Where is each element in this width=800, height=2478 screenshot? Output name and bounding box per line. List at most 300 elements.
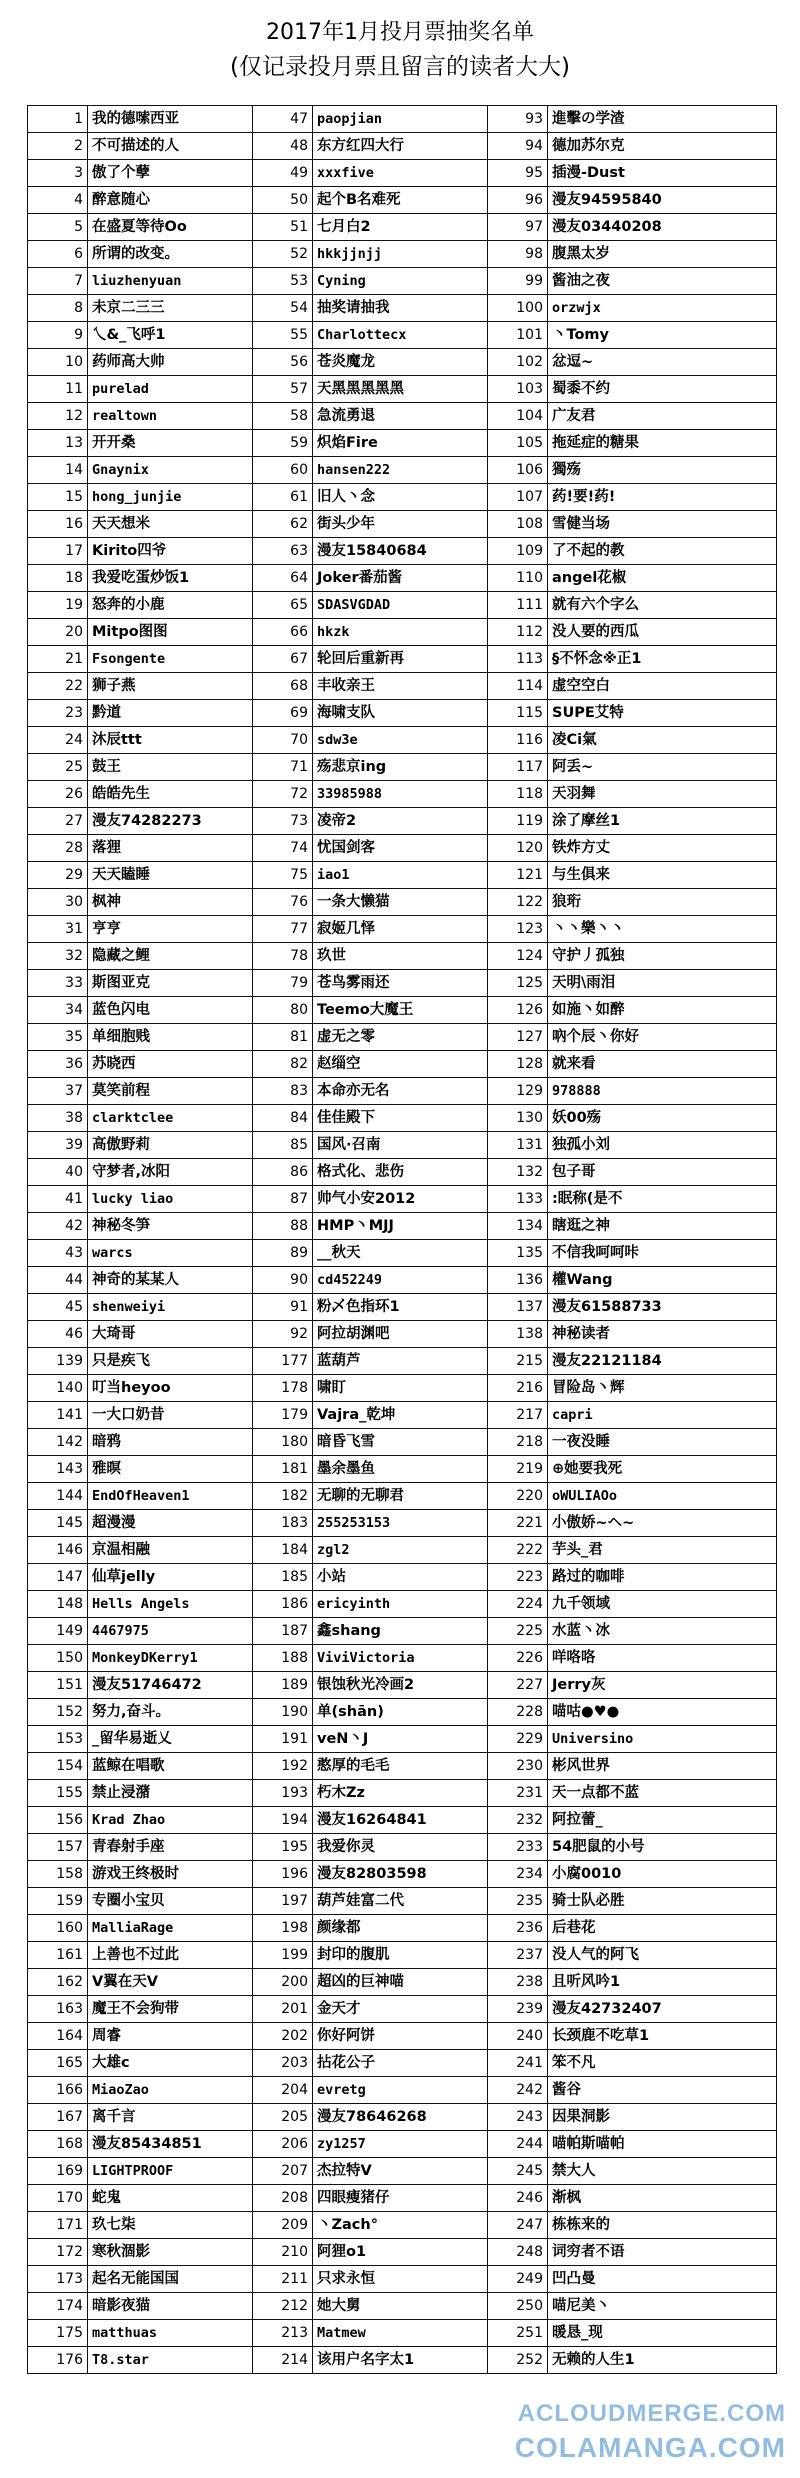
table-row	[28, 2347, 777, 2374]
entry-number: 159	[28, 1888, 88, 1915]
table-row	[28, 349, 777, 376]
entry-number: 151	[28, 1672, 88, 1699]
entry-number: 218	[488, 1429, 548, 1456]
reader-name: 只是疾飞	[88, 1348, 253, 1375]
reader-name: oWULIAOo	[548, 1483, 777, 1510]
entry-number: 248	[488, 2239, 548, 2266]
reader-name: 我爱吃蛋炒饭1	[88, 565, 253, 592]
entry-number: 160	[28, 1915, 88, 1942]
table-row	[28, 511, 777, 538]
reader-name: 不信我呵呵咔	[548, 1240, 777, 1267]
reader-name: 水蓝丶冰	[548, 1618, 777, 1645]
entry-number: 142	[28, 1429, 88, 1456]
reader-name: 就有六个字么	[548, 592, 777, 619]
reader-name: 我爱你灵	[313, 1834, 488, 1861]
reader-name: EndOfHeaven1	[88, 1483, 253, 1510]
reader-name: purelad	[88, 376, 253, 403]
entry-number: 250	[488, 2293, 548, 2320]
reader-name: 没人要的西瓜	[548, 619, 777, 646]
reader-name: 冒险岛丶辉	[548, 1375, 777, 1402]
entry-number: 30	[28, 889, 88, 916]
reader-name: Charlottecx	[313, 322, 488, 349]
entry-number: 130	[488, 1105, 548, 1132]
reader-name: 暗鸦	[88, 1429, 253, 1456]
reader-name: 广友君	[548, 403, 777, 430]
reader-name: 无聊的无聊君	[313, 1483, 488, 1510]
entry-number: 47	[253, 106, 313, 133]
reader-name: 包子哥	[548, 1159, 777, 1186]
entry-number: 21	[28, 646, 88, 673]
reader-name: 高傲野莉	[88, 1132, 253, 1159]
reader-name: 因果洞影	[548, 2104, 777, 2131]
reader-name: lucky liao	[88, 1186, 253, 1213]
entry-number: 107	[488, 484, 548, 511]
reader-name: Mitpo图图	[88, 619, 253, 646]
entry-number: 120	[488, 835, 548, 862]
entry-number: 129	[488, 1078, 548, 1105]
reader-name: 978888	[548, 1078, 777, 1105]
reader-name: Kirito四爷	[88, 538, 253, 565]
reader-name: 德加苏尔克	[548, 133, 777, 160]
entry-number: 118	[488, 781, 548, 808]
entry-number: 225	[488, 1618, 548, 1645]
entry-number: 7	[28, 268, 88, 295]
entry-number: 133	[488, 1186, 548, 1213]
table-row	[28, 1861, 777, 1888]
reader-name: 京温相融	[88, 1537, 253, 1564]
entry-number: 93	[488, 106, 548, 133]
reader-name: MalliaRage	[88, 1915, 253, 1942]
entry-number: 50	[253, 187, 313, 214]
entry-number: 48	[253, 133, 313, 160]
table-row	[28, 2239, 777, 2266]
entry-number: 232	[488, 1807, 548, 1834]
reader-name: 本命亦无名	[313, 1078, 488, 1105]
reader-name: 漫友03440208	[548, 214, 777, 241]
reader-name: 大雄c	[88, 2050, 253, 2077]
reader-name: 酱油之夜	[548, 268, 777, 295]
reader-name: Cyning	[313, 268, 488, 295]
reader-name: clarktclee	[88, 1105, 253, 1132]
reader-name: ericyinth	[313, 1591, 488, 1618]
reader-name: 插漫-Dust	[548, 160, 777, 187]
reader-name: 银蚀秋光冷画2	[313, 1672, 488, 1699]
entry-number: 169	[28, 2158, 88, 2185]
table-row	[28, 997, 777, 1024]
watermark-top: ACLOUDMERGE.COM	[517, 2400, 786, 2427]
entry-number: 187	[253, 1618, 313, 1645]
reader-name: hkkjjnjj	[313, 241, 488, 268]
reader-name: zy1257	[313, 2131, 488, 2158]
reader-name: zgl2	[313, 1537, 488, 1564]
entry-number: 148	[28, 1591, 88, 1618]
entry-number: 25	[28, 754, 88, 781]
reader-name: 超漫漫	[88, 1510, 253, 1537]
table-row	[28, 2023, 777, 2050]
reader-name: 醉意随心	[88, 187, 253, 214]
entry-number: 61	[253, 484, 313, 511]
entry-number: 211	[253, 2266, 313, 2293]
reader-name: 七月白2	[313, 214, 488, 241]
reader-name: 且听风吟1	[548, 1969, 777, 1996]
reader-name: 颜缘都	[313, 1915, 488, 1942]
entry-number: 249	[488, 2266, 548, 2293]
reader-name: 小傲娇~ヘ~	[548, 1510, 777, 1537]
reader-name: 路过的咖啡	[548, 1564, 777, 1591]
entry-number: 123	[488, 916, 548, 943]
entry-number: 105	[488, 430, 548, 457]
entry-number: 39	[28, 1132, 88, 1159]
reader-name: 凌Ci氣	[548, 727, 777, 754]
reader-name: 33985988	[313, 781, 488, 808]
reader-name: 狼珩	[548, 889, 777, 916]
entry-number: 60	[253, 457, 313, 484]
reader-name: MiaoZao	[88, 2077, 253, 2104]
reader-name: 后巷花	[548, 1915, 777, 1942]
reader-name: 超凶的巨神喵	[313, 1969, 488, 1996]
entry-number: 46	[28, 1321, 88, 1348]
table-row	[28, 133, 777, 160]
entry-number: 245	[488, 2158, 548, 2185]
table-row	[28, 1456, 777, 1483]
entry-number: 43	[28, 1240, 88, 1267]
table-row	[28, 889, 777, 916]
entry-number: 33	[28, 970, 88, 997]
reader-name: matthuas	[88, 2320, 253, 2347]
reader-name: 漫友78646268	[313, 2104, 488, 2131]
reader-name: 封印的腹肌	[313, 1942, 488, 1969]
reader-name: 腹黑太岁	[548, 241, 777, 268]
entry-number: 75	[253, 862, 313, 889]
entry-number: 131	[488, 1132, 548, 1159]
reader-name: 天明\雨泪	[548, 970, 777, 997]
table-row	[28, 1591, 777, 1618]
reader-name: 漫友82803598	[313, 1861, 488, 1888]
entry-number: 35	[28, 1024, 88, 1051]
entry-number: 65	[253, 592, 313, 619]
entry-number: 182	[253, 1483, 313, 1510]
entry-number: 11	[28, 376, 88, 403]
reader-name: SDASVGDAD	[313, 592, 488, 619]
reader-name: 喵咕●♥●	[548, 1699, 777, 1726]
reader-name: 仙草jelly	[88, 1564, 253, 1591]
entry-number: 186	[253, 1591, 313, 1618]
table-row	[28, 1726, 777, 1753]
entry-number: 183	[253, 1510, 313, 1537]
entry-number: 2	[28, 133, 88, 160]
reader-name: 该用户名字太1	[313, 2347, 488, 2374]
reader-name: 守护丿孤独	[548, 943, 777, 970]
reader-name: 漫友22121184	[548, 1348, 777, 1375]
entry-number: 170	[28, 2185, 88, 2212]
entry-number: 174	[28, 2293, 88, 2320]
reader-name: 所谓的改变。	[88, 241, 253, 268]
entry-number: 134	[488, 1213, 548, 1240]
reader-name: 渐枫	[548, 2185, 777, 2212]
entry-number: 26	[28, 781, 88, 808]
table-row	[28, 2266, 777, 2293]
table-row	[28, 1267, 777, 1294]
entry-number: 193	[253, 1780, 313, 1807]
entry-number: 38	[28, 1105, 88, 1132]
table-row	[28, 565, 777, 592]
entry-number: 251	[488, 2320, 548, 2347]
reader-name: evretg	[313, 2077, 488, 2104]
table-row	[28, 1537, 777, 1564]
table-row	[28, 457, 777, 484]
entry-number: 161	[28, 1942, 88, 1969]
reader-name: 魔王不会狗带	[88, 1996, 253, 2023]
reader-name: 蓝色闪电	[88, 997, 253, 1024]
entry-number: 71	[253, 754, 313, 781]
table-row	[28, 1159, 777, 1186]
reader-name: Jerry灰	[548, 1672, 777, 1699]
entry-number: 234	[488, 1861, 548, 1888]
reader-name: 佳佳殿下	[313, 1105, 488, 1132]
entry-number: 88	[253, 1213, 313, 1240]
table-row	[28, 268, 777, 295]
table-row	[28, 1942, 777, 1969]
reader-name: 药师高大帅	[88, 349, 253, 376]
entry-number: 104	[488, 403, 548, 430]
entry-number: 109	[488, 538, 548, 565]
reader-name: 芋头_君	[548, 1537, 777, 1564]
entry-number: 114	[488, 673, 548, 700]
entry-number: 63	[253, 538, 313, 565]
reader-name: paopjian	[313, 106, 488, 133]
table-row	[28, 2158, 777, 2185]
reader-name: 赵缁空	[313, 1051, 488, 1078]
reader-name: shenweiyi	[88, 1294, 253, 1321]
reader-name: 墨余墨鱼	[313, 1456, 488, 1483]
reader-name: capri	[548, 1402, 777, 1429]
reader-name: 玖七柒	[88, 2212, 253, 2239]
entry-number: 242	[488, 2077, 548, 2104]
table-row	[28, 1078, 777, 1105]
reader-name: 丶Zach°	[313, 2212, 488, 2239]
table-row	[28, 1780, 777, 1807]
table-row	[28, 916, 777, 943]
entry-number: 117	[488, 754, 548, 781]
reader-name: 栋栋来的	[548, 2212, 777, 2239]
entry-number: 212	[253, 2293, 313, 2320]
entry-number: 68	[253, 673, 313, 700]
entry-number: 17	[28, 538, 88, 565]
reader-name: 独孤小刘	[548, 1132, 777, 1159]
table-row	[28, 1618, 777, 1645]
reader-name: 涂了摩丝1	[548, 808, 777, 835]
reader-name: 漫友85434851	[88, 2131, 253, 2158]
entry-number: 139	[28, 1348, 88, 1375]
reader-name: Krad Zhao	[88, 1807, 253, 1834]
entry-number: 58	[253, 403, 313, 430]
entry-number: 154	[28, 1753, 88, 1780]
entry-number: 59	[253, 430, 313, 457]
entry-number: 132	[488, 1159, 548, 1186]
entry-number: 53	[253, 268, 313, 295]
table-row	[28, 1186, 777, 1213]
entry-number: 70	[253, 727, 313, 754]
reader-name: 斯图亚克	[88, 970, 253, 997]
reader-name: 虚空空白	[548, 673, 777, 700]
table-row	[28, 781, 777, 808]
reader-name: realtown	[88, 403, 253, 430]
entry-number: 19	[28, 592, 88, 619]
reader-name: 雪健当场	[548, 511, 777, 538]
entry-number: 83	[253, 1078, 313, 1105]
reader-name: :眠称(是不	[548, 1186, 777, 1213]
table-row	[28, 430, 777, 457]
entry-number: 246	[488, 2185, 548, 2212]
entry-number: 204	[253, 2077, 313, 2104]
reader-name: 金天才	[313, 1996, 488, 2023]
reader-name: 喵尼美丶	[548, 2293, 777, 2320]
reader-name: hkzk	[313, 619, 488, 646]
reader-name: T8.star	[88, 2347, 253, 2374]
entry-number: 6	[28, 241, 88, 268]
reader-name: 寒秋涸影	[88, 2239, 253, 2266]
entry-number: 171	[28, 2212, 88, 2239]
entry-number: 72	[253, 781, 313, 808]
entry-number: 49	[253, 160, 313, 187]
entry-number: 99	[488, 268, 548, 295]
entry-number: 91	[253, 1294, 313, 1321]
reader-name: 漫友94595840	[548, 187, 777, 214]
entry-number: 86	[253, 1159, 313, 1186]
reader-name: liuzhenyuan	[88, 268, 253, 295]
reader-name: iao1	[313, 862, 488, 889]
entry-number: 150	[28, 1645, 88, 1672]
reader-name: 進擊の学渣	[548, 106, 777, 133]
entry-number: 15	[28, 484, 88, 511]
entry-number: 115	[488, 700, 548, 727]
table-row	[28, 403, 777, 430]
reader-name: 专圈小宝贝	[88, 1888, 253, 1915]
entry-number: 103	[488, 376, 548, 403]
entry-number: 178	[253, 1375, 313, 1402]
entry-number: 147	[28, 1564, 88, 1591]
reader-name: 枫神	[88, 889, 253, 916]
entry-number: 22	[28, 673, 88, 700]
entry-number: 10	[28, 349, 88, 376]
entry-number: 239	[488, 1996, 548, 2023]
reader-name: 權Wang	[548, 1267, 777, 1294]
reader-name: 天黑黑黑黑黑	[313, 376, 488, 403]
reader-name: 守梦者,冰阳	[88, 1159, 253, 1186]
reader-name: 妖00殇	[548, 1105, 777, 1132]
entry-number: 36	[28, 1051, 88, 1078]
reader-name: 街头少年	[313, 511, 488, 538]
reader-name: 朽木Zz	[313, 1780, 488, 1807]
entry-number: 52	[253, 241, 313, 268]
entry-number: 203	[253, 2050, 313, 2077]
entry-number: 176	[28, 2347, 88, 2374]
watermark-bottom: COLAMANGA.COM	[514, 2432, 786, 2463]
reader-name: 喵帕斯喵帕	[548, 2131, 777, 2158]
table-row	[28, 2212, 777, 2239]
reader-name: 急流勇退	[313, 403, 488, 430]
entry-number: 188	[253, 1645, 313, 1672]
table-row	[28, 1888, 777, 1915]
table-row	[28, 1807, 777, 1834]
entry-number: 113	[488, 646, 548, 673]
reader-name: 了不起的教	[548, 538, 777, 565]
reader-name: 骑士队必胜	[548, 1888, 777, 1915]
entry-number: 76	[253, 889, 313, 916]
entry-number: 79	[253, 970, 313, 997]
entry-number: 228	[488, 1699, 548, 1726]
entry-number: 125	[488, 970, 548, 997]
entry-number: 155	[28, 1780, 88, 1807]
entry-number: 235	[488, 1888, 548, 1915]
entry-number: 153	[28, 1726, 88, 1753]
reader-name: 小腐0010	[548, 1861, 777, 1888]
entry-number: 207	[253, 2158, 313, 2185]
entry-number: 3	[28, 160, 88, 187]
entry-number: 13	[28, 430, 88, 457]
entry-number: 20	[28, 619, 88, 646]
reader-name: 蛇鬼	[88, 2185, 253, 2212]
entry-number: 163	[28, 1996, 88, 2023]
reader-name: 蜀黍不约	[548, 376, 777, 403]
reader-name: Fsongente	[88, 646, 253, 673]
table-row	[28, 1969, 777, 1996]
reader-name: 啸盯	[313, 1375, 488, 1402]
entry-number: 51	[253, 214, 313, 241]
reader-name: 漫友51746472	[88, 1672, 253, 1699]
entry-number: 196	[253, 1861, 313, 1888]
entry-number: 179	[253, 1402, 313, 1429]
reader-name: 禁止浸潴	[88, 1780, 253, 1807]
reader-name: Hells Angels	[88, 1591, 253, 1618]
table-row	[28, 1915, 777, 1942]
reader-name: 杰拉特V	[313, 2158, 488, 2185]
reader-name: 旧人丶念	[313, 484, 488, 511]
entry-number: 165	[28, 2050, 88, 2077]
reader-name: 国风·召南	[313, 1132, 488, 1159]
entry-number: 112	[488, 619, 548, 646]
entry-number: 57	[253, 376, 313, 403]
reader-name: 与生俱来	[548, 862, 777, 889]
entry-number: 31	[28, 916, 88, 943]
reader-name: 如施丶如醉	[548, 997, 777, 1024]
entry-number: 40	[28, 1159, 88, 1186]
reader-name: 雅暝	[88, 1456, 253, 1483]
table-row	[28, 1834, 777, 1861]
entry-number: 194	[253, 1807, 313, 1834]
reader-name: 只求永恒	[313, 2266, 488, 2293]
reader-name: warcs	[88, 1240, 253, 1267]
reader-name: 开开桑	[88, 430, 253, 457]
table-row	[28, 673, 777, 700]
reader-name: 漫友16264841	[313, 1807, 488, 1834]
table-row	[28, 1024, 777, 1051]
table-row	[28, 2104, 777, 2131]
table-row	[28, 2077, 777, 2104]
entry-number: 77	[253, 916, 313, 943]
entry-number: 223	[488, 1564, 548, 1591]
reader-name: 天羽舞	[548, 781, 777, 808]
reader-name: 拈花公子	[313, 2050, 488, 2077]
table-row	[28, 808, 777, 835]
reader-name: 阿狸o1	[313, 2239, 488, 2266]
entry-number: 222	[488, 1537, 548, 1564]
entry-number: 144	[28, 1483, 88, 1510]
reader-name: 莫笑前程	[88, 1078, 253, 1105]
entry-number: 119	[488, 808, 548, 835]
entry-number: 192	[253, 1753, 313, 1780]
table-row	[28, 1105, 777, 1132]
